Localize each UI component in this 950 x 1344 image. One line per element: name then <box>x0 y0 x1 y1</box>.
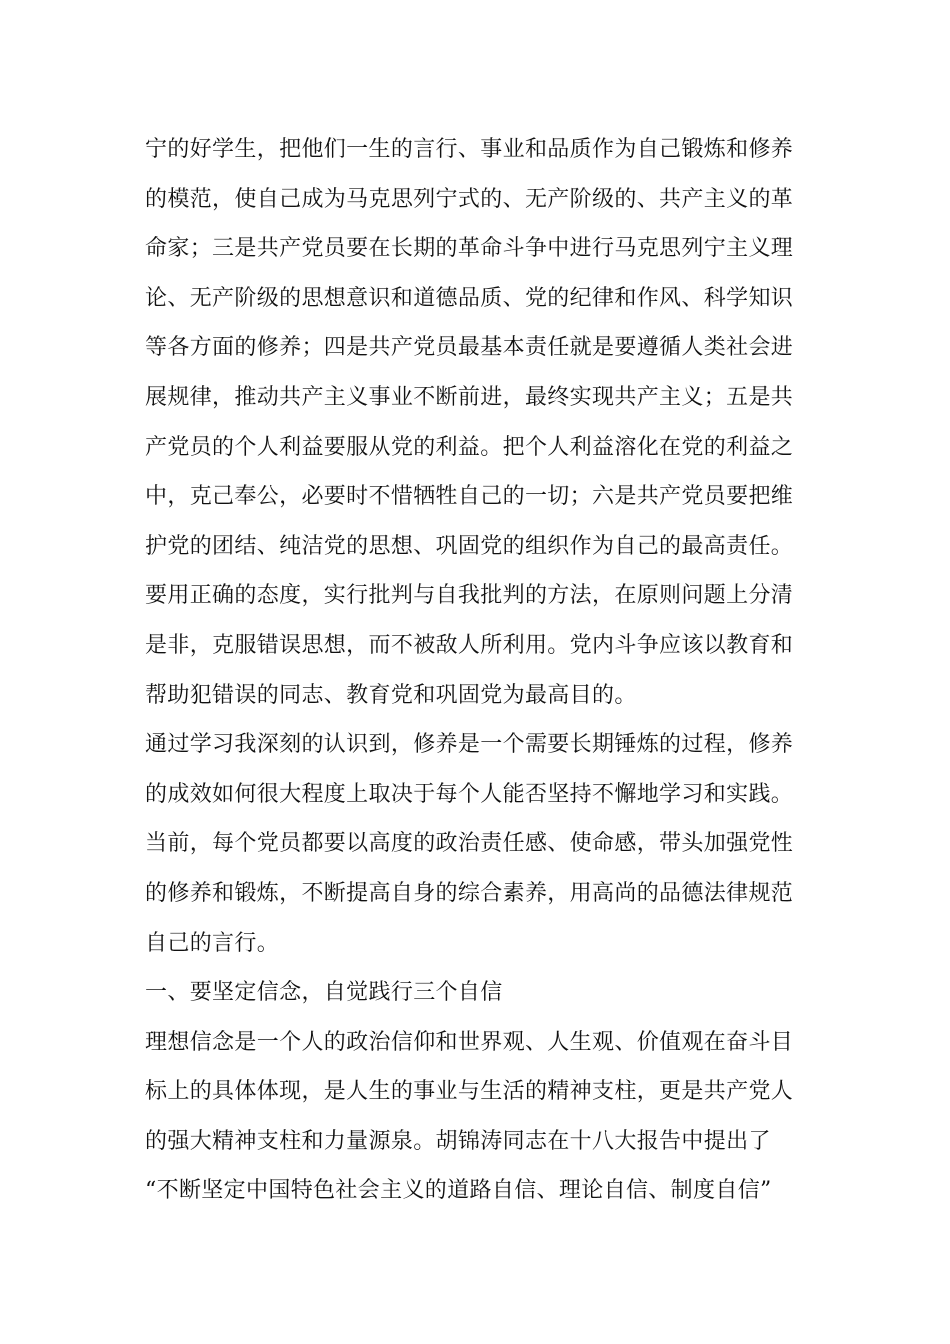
text-line: 宁的好学生，把他们一生的言行、事业和品质作为自己锻炼和修养 <box>145 137 794 162</box>
text-line: 的强大精神支柱和力量源泉。胡锦涛同志在十八大报告中提出了 <box>145 1128 771 1154</box>
section-heading: 一、要坚定信念，自觉践行三个自信 <box>145 980 503 1006</box>
text-line: 的模范，使自己成为马克思列宁式的、无产阶级的、共产主义的革 <box>145 186 794 212</box>
text-line: 要用正确的态度，实行批判与自我批判的方法，在原则问题上分清 <box>145 583 794 609</box>
text-line: 中，克己奉公，必要时不惜牺牲自己的一切；六是共产党员要把维 <box>145 484 794 510</box>
text-line: 理想信念是一个人的政治信仰和世界观、人生观、价值观在奋斗目 <box>145 1029 794 1055</box>
text-line: 护党的团结、纯洁党的思想、巩固党的组织作为自己的最高责任。 <box>145 533 794 559</box>
text-line: 通过学习我深刻的认识到，修养是一个需要长期锤炼的过程，修养 <box>145 732 794 758</box>
text-line: 展规律，推动共产主义事业不断前进，最终实现共产主义；五是共 <box>145 384 794 410</box>
text-line: 论、无产阶级的思想意识和道德品质、党的纪律和作风、科学知识 <box>145 285 794 311</box>
text-line: 标上的具体体现，是人生的事业与生活的精神支柱，更是共产党人 <box>145 1079 794 1105</box>
text-line: “不断坚定中国特色社会主义的道路自信、理论自信、制度自信” <box>145 1178 772 1204</box>
text-line: 帮助犯错误的同志、教育党和巩固党为最高目的。 <box>145 682 637 708</box>
text-line: 命家；三是共产党员要在长期的革命斗争中进行马克思列宁主义理 <box>145 236 794 262</box>
text-line: 自己的言行。 <box>145 930 280 956</box>
text-line: 的成效如何很大程度上取决于每个人能否坚持不懈地学习和实践。 <box>145 781 794 807</box>
text-line: 的修养和锻炼，不断提高自身的综合素养，用高尚的品德法律规范 <box>145 880 794 906</box>
body-text <box>145 125 815 1216</box>
text-line: 当前，每个党员都要以高度的政治责任感、使命感，带头加强党性 <box>145 831 794 857</box>
text-line: 是非，克服错误思想，而不被敌人所利用。党内斗争应该以教育和 <box>145 632 794 658</box>
text-line: 产党员的个人利益要服从党的利益。把个人利益溶化在党的利益之 <box>145 434 794 460</box>
text-line: 等各方面的修养；四是共产党员最基本责任就是要遵循人类社会进 <box>145 335 794 361</box>
